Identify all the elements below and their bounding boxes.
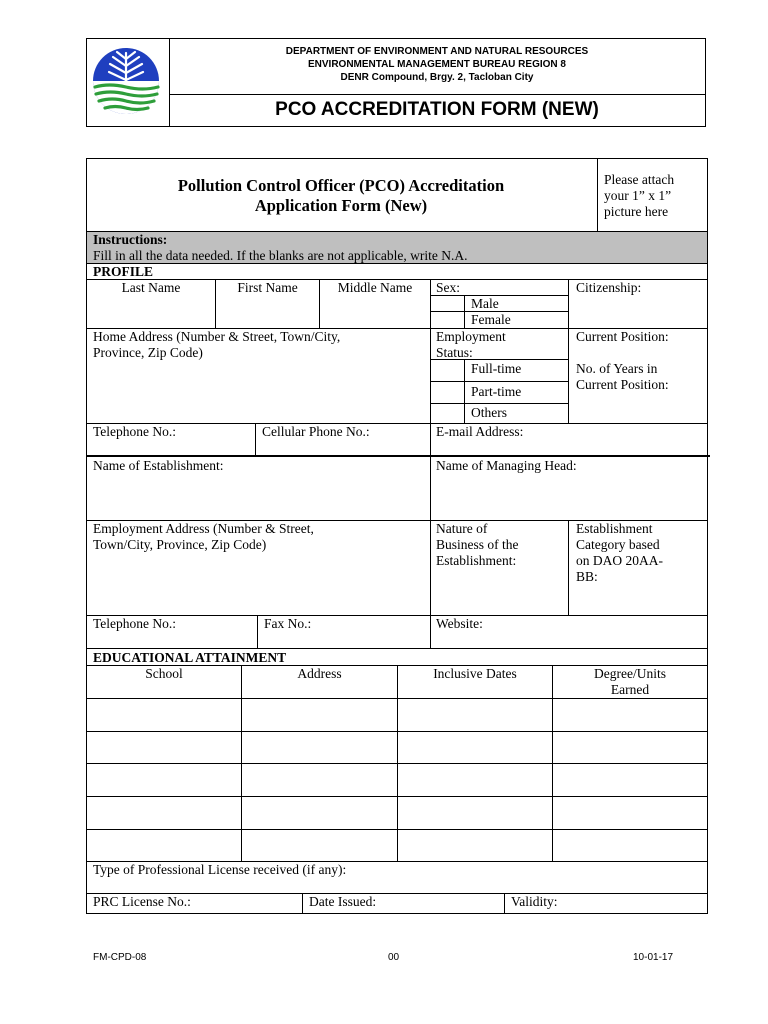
citizenship-field[interactable]: Citizenship: bbox=[576, 280, 642, 295]
female-checkbox[interactable] bbox=[431, 312, 464, 328]
form-title-line-2: Application Form (New) bbox=[254, 196, 428, 215]
denr-logo-icon bbox=[87, 39, 169, 126]
establishment-category-label-2: Category based bbox=[576, 537, 660, 552]
telephone-field[interactable]: Telephone No.: bbox=[93, 424, 177, 439]
instructions-label: Instructions: bbox=[93, 232, 168, 247]
employment-address-label-2: Town/City, Province, Zip Code) bbox=[93, 537, 267, 552]
bureau-name: ENVIRONMENTAL MANAGEMENT BUREAU REGION 8 bbox=[308, 59, 566, 70]
female-option-label: Female bbox=[471, 312, 511, 327]
last-name-field[interactable]: Last Name bbox=[121, 280, 181, 295]
footer-revision: 00 bbox=[388, 952, 400, 963]
establishment-category-label-1[interactable]: Establishment bbox=[576, 521, 653, 536]
date-issued-field[interactable]: Date Issued: bbox=[309, 894, 377, 909]
edu-address-header: Address bbox=[297, 666, 342, 681]
footer-date: 10-01-17 bbox=[633, 952, 674, 963]
logo-cell bbox=[87, 39, 170, 126]
cellular-phone-field[interactable]: Cellular Phone No.: bbox=[262, 424, 370, 439]
website-field[interactable]: Website: bbox=[436, 616, 483, 631]
nature-of-business-label-3: Establishment: bbox=[436, 553, 517, 568]
home-address-label-2: Province, Zip Code) bbox=[93, 345, 203, 360]
agency-address: DENR Compound, Brgy. 2, Tacloban City bbox=[340, 72, 534, 83]
license-type-field[interactable]: Type of Professional License received (if any): bbox=[93, 862, 347, 877]
male-option-label: Male bbox=[471, 296, 499, 311]
years-in-position-label-2: Current Position: bbox=[576, 377, 669, 392]
middle-name-field[interactable]: Middle Name bbox=[337, 280, 413, 295]
part-time-option-label: Part-time bbox=[471, 384, 522, 399]
part-time-checkbox[interactable] bbox=[431, 382, 464, 403]
education-section-label: EDUCATIONAL ATTAINMENT bbox=[93, 650, 287, 665]
edu-school-header: School bbox=[145, 666, 183, 681]
establishment-name-field[interactable]: Name of Establishment: bbox=[93, 458, 224, 473]
employment-status-label-1: Employment bbox=[436, 329, 506, 344]
home-address-label-1[interactable]: Home Address (Number & Street, Town/City, bbox=[93, 329, 341, 344]
sex-label: Sex: bbox=[436, 280, 461, 295]
email-field[interactable]: E-mail Address: bbox=[436, 424, 524, 439]
edu-dates-header: Inclusive Dates bbox=[433, 666, 517, 681]
current-position-field[interactable]: Current Position: bbox=[576, 329, 669, 344]
form-title-line-1: Pollution Control Officer (PCO) Accreditation bbox=[177, 176, 505, 195]
photo-note-line-1: Please attach bbox=[604, 172, 675, 187]
years-in-position-label-1[interactable]: No. of Years in bbox=[576, 361, 658, 376]
prc-license-field[interactable]: PRC License No.: bbox=[93, 894, 191, 909]
establishment-category-label-3: on DAO 20AA- bbox=[576, 553, 663, 568]
validity-field[interactable]: Validity: bbox=[511, 894, 558, 909]
profile-section-label: PROFILE bbox=[93, 264, 154, 279]
male-checkbox[interactable] bbox=[431, 296, 464, 311]
employment-telephone-field[interactable]: Telephone No.: bbox=[93, 616, 177, 631]
agency-name: DEPARTMENT OF ENVIRONMENT AND NATURAL RESOURCES bbox=[285, 46, 589, 57]
footer-form-code: FM-CPD-08 bbox=[93, 952, 147, 963]
nature-of-business-label-1[interactable]: Nature of bbox=[436, 521, 488, 536]
edu-degree-header-2: Earned bbox=[610, 682, 650, 697]
full-time-option-label: Full-time bbox=[471, 361, 522, 376]
photo-note-line-3: picture here bbox=[604, 204, 669, 219]
agency-block bbox=[169, 39, 705, 95]
full-time-checkbox[interactable] bbox=[431, 360, 464, 381]
instructions-text: Fill in all the data needed. If the blanks are not applicable, write N.A. bbox=[93, 248, 468, 263]
fax-field[interactable]: Fax No.: bbox=[264, 616, 312, 631]
edu-degree-header-1: Degree/Units bbox=[594, 666, 666, 681]
others-option-label: Others bbox=[471, 405, 507, 420]
establishment-category-label-4: BB: bbox=[576, 569, 598, 584]
employment-status-label-2: Status: bbox=[436, 345, 473, 360]
others-checkbox[interactable] bbox=[431, 404, 464, 423]
managing-head-field[interactable]: Name of Managing Head: bbox=[436, 458, 577, 473]
photo-note-line-2: your 1” x 1” bbox=[604, 188, 672, 203]
employment-address-label-1[interactable]: Employment Address (Number & Street, bbox=[93, 521, 314, 536]
form-header bbox=[86, 38, 706, 127]
form-code-title: PCO ACCREDITATION FORM (NEW) bbox=[275, 99, 599, 120]
first-name-field[interactable]: First Name bbox=[237, 280, 298, 295]
nature-of-business-label-2: Business of the bbox=[436, 537, 519, 552]
